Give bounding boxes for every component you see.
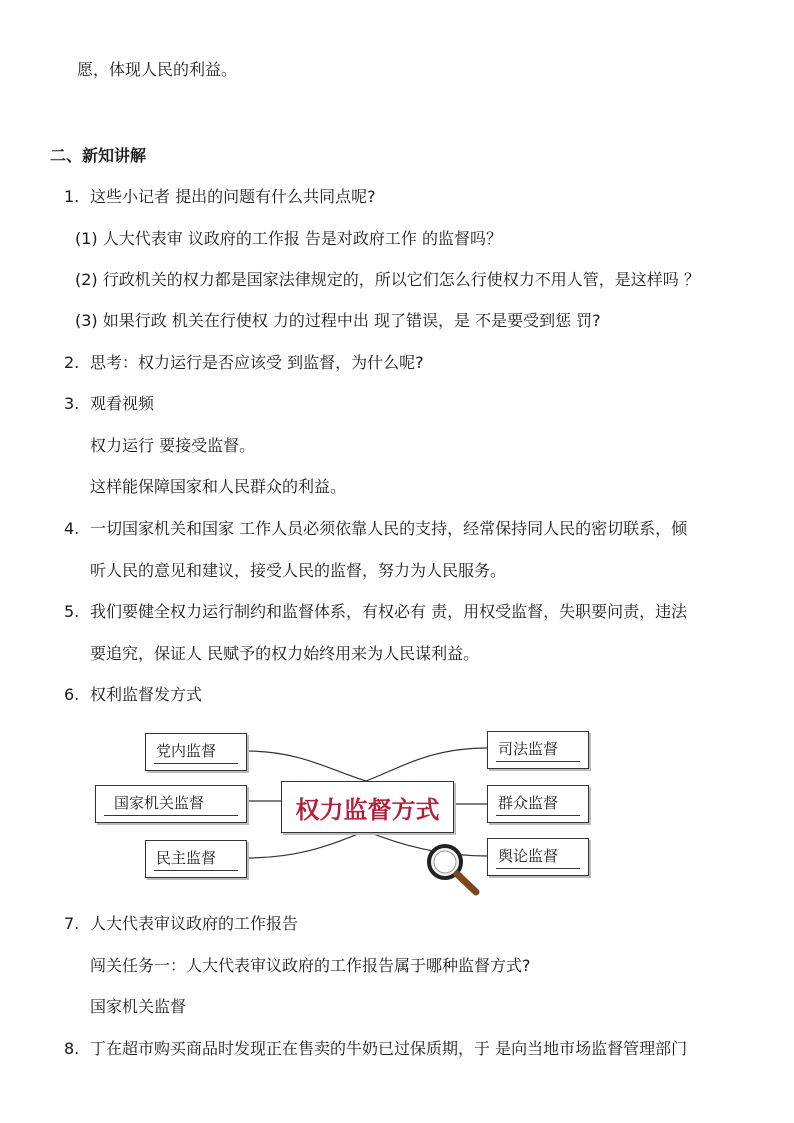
item-text: (1) 人大代表审 议政府的工作报 告是对政府工作 的监督吗？ <box>75 229 503 248</box>
item-text: 国家机关监督 <box>90 997 187 1016</box>
item-text: 思考：权力运行是否应该受 到监督，为什么呢? <box>90 353 424 372</box>
item-number: 8. <box>64 1039 80 1058</box>
intro-line: 愿，体现人民的利益。 <box>77 60 238 79</box>
item-text: 观看视频 <box>90 394 155 413</box>
item-text: (3) 如果行政 机关在行使权 力的过程中出 现了错误，是 不是要受到惩 罚? <box>75 311 601 330</box>
item-text: 这些小记者 提出的问题有什么共同点呢? <box>90 187 376 206</box>
item-number: 3. <box>64 394 80 413</box>
diagram-left-box <box>145 733 247 771</box>
diagram-center-label: 权力监督方式 <box>295 795 440 824</box>
diagram-left-label: 民主监督 <box>156 849 217 867</box>
item-text: (2) 行政机关的权力都是国家法律规定的，所以它们怎么行使权力不用人管，是这样吗 ？ <box>75 270 700 289</box>
item-text: 听人民的意见和建议，接受人民的监督，努力为人民服务。 <box>90 561 507 580</box>
section-heading: 二、新知讲解 <box>50 146 147 165</box>
item-number: 1. <box>64 187 80 206</box>
item-text: 这样能保障国家和人民群众的利益。 <box>90 477 347 496</box>
item-text: 要追究，保证人 民赋予的权力始终用来为人民谋利益。 <box>90 644 480 663</box>
diagram-left-label: 国家机关监督 <box>114 794 205 812</box>
item-text: 权利监督发方式 <box>90 685 203 704</box>
diagram-right-label: 群众监督 <box>498 794 559 812</box>
item-text: 我们要健全权力运行制约和监督体系，有权必有 责，用权受监督，失职要问责，违法 <box>90 602 688 621</box>
item-text: 丁在超市购买商品时发现正在售卖的牛奶已过保质期，于 是向当地市场监督管理部门 <box>90 1039 688 1058</box>
item-text: 权力运行 要接受监督。 <box>90 436 256 455</box>
item-text: 闯关任务一：人大代表审议政府的工作报告属于哪种监督方式? <box>90 956 531 975</box>
item-number: 5. <box>64 602 80 621</box>
diagram-right-box <box>487 785 589 823</box>
item-number: 4. <box>64 519 80 538</box>
item-number: 7. <box>64 914 80 933</box>
diagram-left-box <box>95 785 247 823</box>
item-text: 人大代表审议政府的工作报告 <box>90 914 299 933</box>
magnifier-icon <box>424 842 482 896</box>
diagram-left-box <box>145 840 247 878</box>
item-number: 2. <box>64 353 80 372</box>
diagram-right-box <box>487 838 589 876</box>
diagram-left-label: 党内监督 <box>156 742 217 760</box>
diagram-center-box <box>281 781 454 833</box>
diagram-right-label: 舆论监督 <box>498 847 559 865</box>
diagram-right-box <box>487 731 589 769</box>
diagram-right-label: 司法监督 <box>498 740 559 758</box>
item-text: 一切国家机关和国家 工作人员必须依靠人民的支持，经常保持同人民的密切联系，倾 <box>90 519 688 538</box>
item-number: 6. <box>64 685 80 704</box>
